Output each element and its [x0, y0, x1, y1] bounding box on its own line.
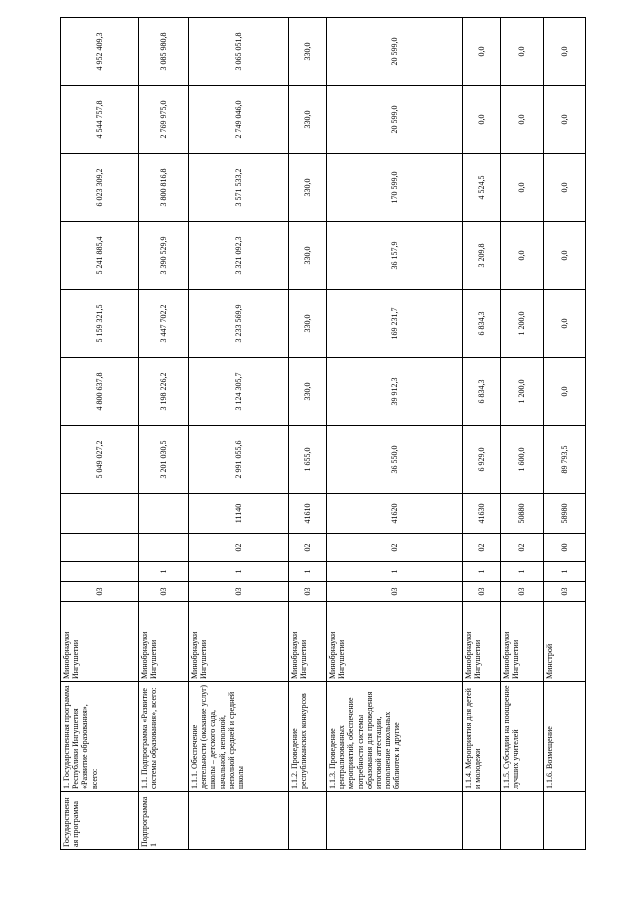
table-row	[544, 18, 586, 850]
status-cell	[289, 792, 327, 850]
value-cell: 4 800 637,8	[61, 358, 139, 426]
code-cell: 02	[327, 534, 463, 562]
table-row	[501, 18, 544, 850]
value-cell: 3 321 092,3	[189, 222, 289, 290]
executor-cell: Минобрнауки Ингушетии	[327, 602, 463, 682]
code-cell: 1	[501, 562, 544, 582]
value-cell: 1 200,0	[501, 358, 544, 426]
code-cell: 50880	[501, 494, 544, 534]
value-cell: 1 655,0	[289, 426, 327, 494]
code-cell: 41620	[327, 494, 463, 534]
value-cell: 0,0	[544, 290, 586, 358]
value-cell: 36 157,9	[327, 222, 463, 290]
status-cell	[327, 792, 463, 850]
name-cell: 1.1.1. Обеспечение деятельности (оказание услуг) школы – детского сада, начальной, неполной, неполной средней и средней школы	[189, 682, 289, 792]
status-cell	[189, 792, 289, 850]
table-row	[463, 18, 501, 850]
value-cell: 36 550,0	[327, 426, 463, 494]
code-cell: 03	[544, 582, 586, 602]
code-cell: 02	[189, 534, 289, 562]
name-cell: 1.1.4. Мероприятия для детей и молодежи	[463, 682, 501, 792]
name-cell: 1.1.3. Проведение централизованных мероприятий, обеспечение потребности системы образования для проведения итоговой аттестации, пополнение школьных библиотек и другие	[327, 682, 463, 792]
code-cell	[61, 562, 139, 582]
code-cell: 1	[139, 562, 189, 582]
name-cell: 1.1.5. Субсидии на поощрение лучших учителей	[501, 682, 544, 792]
value-cell: 3 800 816,8	[139, 154, 189, 222]
code-cell	[139, 534, 189, 562]
value-cell: 20 599,0	[327, 18, 463, 86]
value-cell: 170 599,0	[327, 154, 463, 222]
table-row	[327, 18, 463, 850]
code-cell: 03	[327, 582, 463, 602]
value-cell: 330,0	[289, 222, 327, 290]
code-cell: 1	[289, 562, 327, 582]
status-cell: Подпрограмма 1	[139, 792, 189, 850]
executor-cell: Минобрнауки Ингушетии	[501, 602, 544, 682]
code-cell	[61, 534, 139, 562]
value-cell: 39 912,3	[327, 358, 463, 426]
code-cell	[139, 494, 189, 534]
value-cell: 4 524,5	[463, 154, 501, 222]
status-cell: Государственная программа	[61, 792, 139, 850]
value-cell: 6 834,3	[463, 358, 501, 426]
executor-cell: Минстрой	[544, 602, 586, 682]
value-cell: 330,0	[289, 18, 327, 86]
value-cell: 0,0	[544, 18, 586, 86]
value-cell: 3 065 051,8	[189, 18, 289, 86]
executor-cell: Минобрнауки Ингушетии	[189, 602, 289, 682]
value-cell: 3 198 226,2	[139, 358, 189, 426]
value-cell: 3 571 533,2	[189, 154, 289, 222]
value-cell: 6 834,3	[463, 290, 501, 358]
value-cell: 2 991 055,6	[189, 426, 289, 494]
value-cell: 6 023 309,2	[61, 154, 139, 222]
code-cell: 03	[463, 582, 501, 602]
value-cell: 0,0	[544, 86, 586, 154]
value-cell: 0,0	[544, 154, 586, 222]
executor-cell: Минобрнауки Ингушетии	[289, 602, 327, 682]
code-cell: 41630	[463, 494, 501, 534]
value-cell: 169 231,7	[327, 290, 463, 358]
value-cell: 89 793,5	[544, 426, 586, 494]
value-cell: 0,0	[544, 222, 586, 290]
code-cell: 41610	[289, 494, 327, 534]
value-cell: 3 085 980,8	[139, 18, 189, 86]
value-cell: 0,0	[463, 86, 501, 154]
value-cell: 330,0	[289, 154, 327, 222]
value-cell: 1 600,0	[501, 426, 544, 494]
value-cell: 2 769 975,0	[139, 86, 189, 154]
value-cell: 3 209,8	[463, 222, 501, 290]
code-cell: 03	[61, 582, 139, 602]
code-cell: 1	[327, 562, 463, 582]
code-cell: 1	[463, 562, 501, 582]
code-cell: 03	[501, 582, 544, 602]
value-cell: 4 544 757,8	[61, 86, 139, 154]
value-cell: 0,0	[501, 86, 544, 154]
value-cell: 0,0	[463, 18, 501, 86]
value-cell: 0,0	[501, 18, 544, 86]
status-cell	[544, 792, 586, 850]
value-cell: 0,0	[501, 154, 544, 222]
code-cell: 1	[544, 562, 586, 582]
code-cell: 03	[189, 582, 289, 602]
code-cell: 00	[544, 534, 586, 562]
code-cell: 02	[501, 534, 544, 562]
code-cell: 58980	[544, 494, 586, 534]
value-cell: 3 201 030,5	[139, 426, 189, 494]
value-cell: 4 952 409,3	[61, 18, 139, 86]
executor-cell: Минобрнауки Ингушетии	[61, 602, 139, 682]
value-cell: 3 447 702,2	[139, 290, 189, 358]
value-cell: 3 124 305,7	[189, 358, 289, 426]
table-row	[289, 18, 327, 850]
code-cell: 11140	[189, 494, 289, 534]
value-cell: 3 233 569,9	[189, 290, 289, 358]
code-cell: 02	[289, 534, 327, 562]
name-cell: 1. Государственная программа Республики Ингушетия «Развитие образования», всего:	[61, 682, 139, 792]
value-cell: 5 159 321,5	[61, 290, 139, 358]
budget-table	[60, 17, 586, 850]
value-cell: 330,0	[289, 86, 327, 154]
name-cell: 1.1. Подпрограмма «Развитие системы образования», всего:	[139, 682, 189, 792]
value-cell: 5 049 027,2	[61, 426, 139, 494]
value-cell: 3 390 529,9	[139, 222, 189, 290]
value-cell: 1 200,0	[501, 290, 544, 358]
code-cell: 02	[463, 534, 501, 562]
code-cell	[61, 494, 139, 534]
executor-cell: Минобрнауки Ингушетии	[463, 602, 501, 682]
code-cell: 03	[289, 582, 327, 602]
code-cell: 1	[189, 562, 289, 582]
table-row	[61, 18, 139, 850]
name-cell: 1.1.2. Проведение республиканских конкурсов	[289, 682, 327, 792]
table-row	[189, 18, 289, 850]
value-cell: 0,0	[501, 222, 544, 290]
status-cell	[463, 792, 501, 850]
name-cell: 1.1.6. Возмещение	[544, 682, 586, 792]
table-row	[139, 18, 189, 850]
value-cell: 6 929,0	[463, 426, 501, 494]
executor-cell: Минобрнауки Ингушетии	[139, 602, 189, 682]
status-cell	[501, 792, 544, 850]
value-cell: 20 599,0	[327, 86, 463, 154]
value-cell: 0,0	[544, 358, 586, 426]
code-cell: 03	[139, 582, 189, 602]
value-cell: 2 749 046,0	[189, 86, 289, 154]
value-cell: 5 241 885,4	[61, 222, 139, 290]
value-cell: 330,0	[289, 290, 327, 358]
value-cell: 330,0	[289, 358, 327, 426]
rotated-table-wrapper	[60, 20, 585, 850]
